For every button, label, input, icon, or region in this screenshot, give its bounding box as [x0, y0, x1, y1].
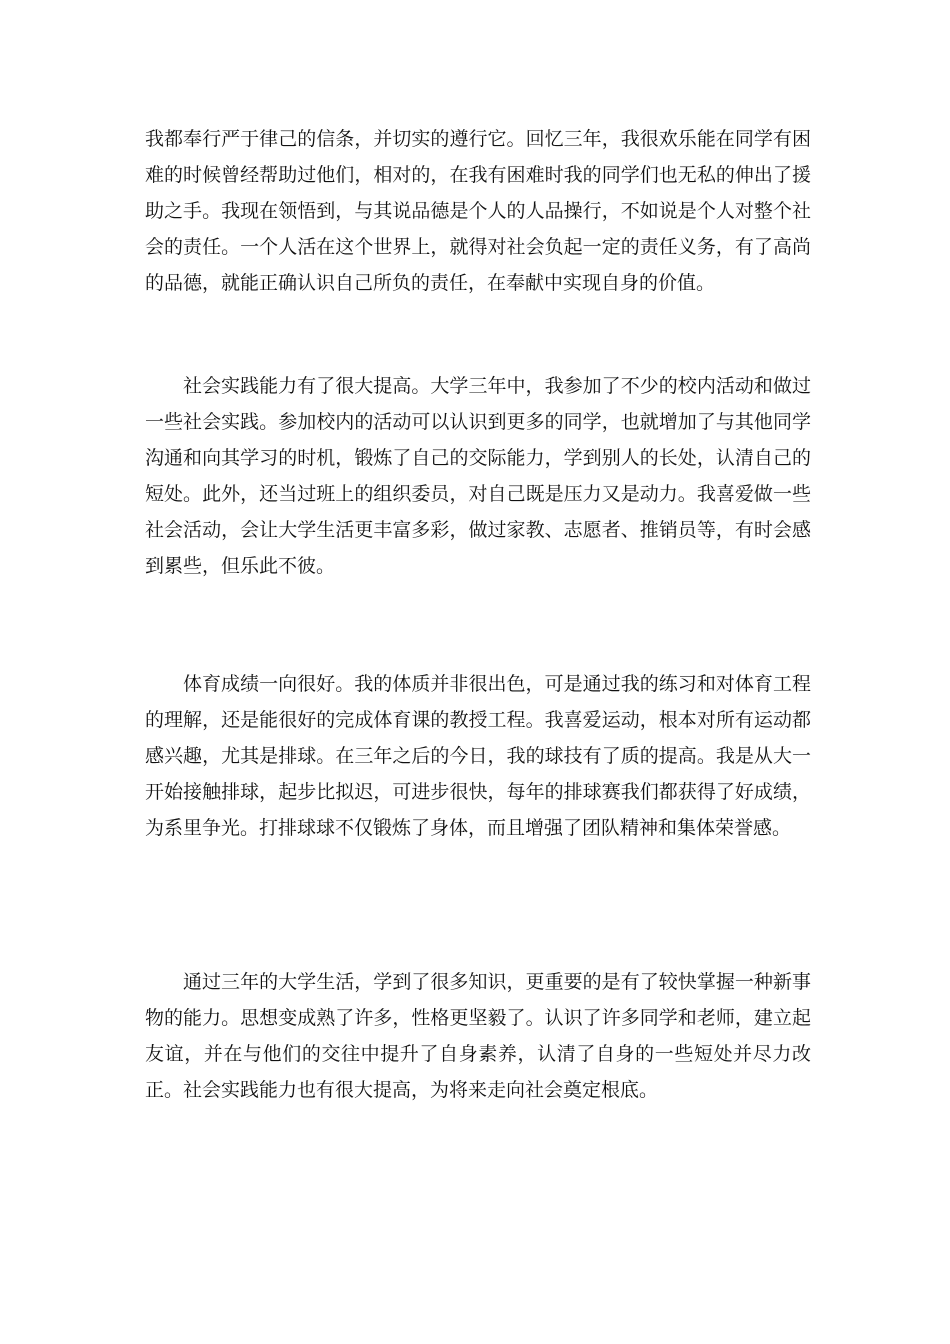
paragraph-summary: 通过三年的大学生活，学到了很多知识，更重要的是有了较快掌握一种新事物的能力。思想变成熟了许多，性格更坚毅了。认识了许多同学和老师，建立起友谊，并在与他们的交往中提升了自身素养，认清了自身的一些短处并尽力改正。社会实践能力也有很大提高，为将来走向社会奠定根底。	[145, 971, 811, 1101]
paragraph-character: 我都奉行严于律己的信条，并切实的遵行它。回忆三年，我很欢乐能在同学有困难的时候曾经帮助过他们，相对的，在我有困难时我的同学们也无私的伸出了援助之手。我现在领悟到，与其说品德是个人的人品操行，不如说是个人对整个社会的责任。一个人活在这个世界上，就得对社会负起一定的责任义务，有了高尚的品德，就能正确认识自己所负的责任，在奉献中实现自身的价值。	[145, 128, 811, 294]
paragraph-social-practice: 社会实践能力有了很大提高。大学三年中，我参加了不少的校内活动和做过一些社会实践。参加校内的活动可以认识到更多的同学，也就增加了与其他同学沟通和向其学习的时机，锻炼了自己的交际能力，学到别人的长处，认清自己的短处。此外，还当过班上的组织委员，对自己既是压力又是动力。我喜爱做一些社会活动，会让大学生活更丰富多彩，做过家教、志愿者、推销员等，有时会感到累些，但乐此不彼。	[145, 375, 811, 577]
paragraph-sports: 体育成绩一向很好。我的体质并非很出色，可是通过我的练习和对体育工程的理解，还是能很好的完成体育课的教授工程。我喜爱运动，根本对所有运动都感兴趣，尤其是排球。在三年之后的今日，我的球技有了质的提高。我是从大一开始接触排球，起步比拟迟，可进步很快，每年的排球赛我们都获得了好成绩，为系里争光。打排球球不仅锻炼了身体，而且增强了团队精神和集体荣誉感。	[145, 673, 811, 839]
